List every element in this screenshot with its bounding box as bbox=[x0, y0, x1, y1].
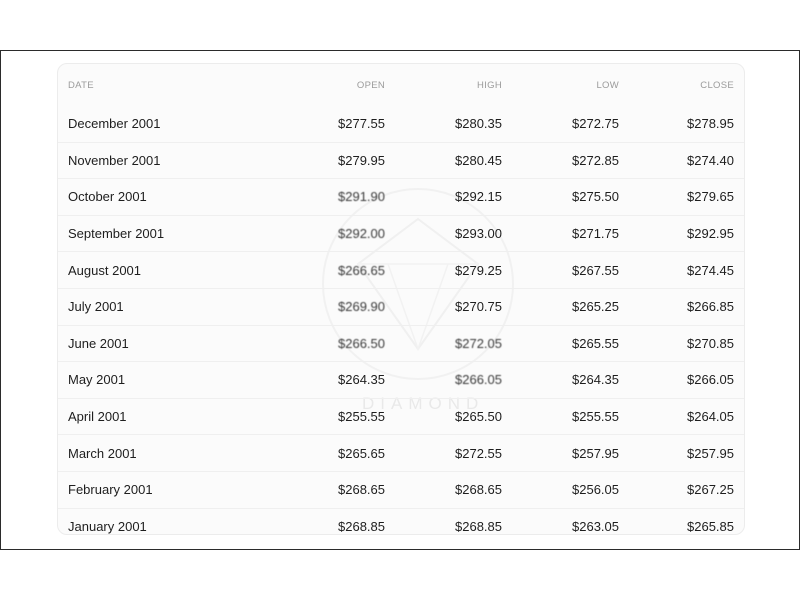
cell-high: $280.35 bbox=[455, 116, 502, 132]
cell-low: $272.85 bbox=[502, 142, 619, 179]
cell-low: $272.75 bbox=[572, 116, 619, 132]
column-header-date: DATE bbox=[68, 79, 94, 91]
cell-low: $256.05 bbox=[502, 471, 619, 508]
cell-close: $274.40 bbox=[619, 142, 744, 179]
cell-date: April 2001 bbox=[58, 398, 268, 435]
table-row bbox=[58, 215, 744, 252]
cell-date: August 2001 bbox=[58, 252, 268, 289]
cell-date: February 2001 bbox=[58, 471, 268, 508]
cell-open: $292.00 bbox=[268, 215, 385, 252]
column-header-high: HIGH bbox=[477, 79, 502, 91]
cell-high: $280.45 bbox=[385, 142, 502, 179]
cell-open: $266.65 bbox=[268, 252, 385, 289]
cell-date: January 2001 bbox=[58, 508, 268, 535]
cell-close: $264.05 bbox=[619, 398, 744, 435]
table-row bbox=[58, 362, 744, 399]
table-row bbox=[58, 179, 744, 216]
cell-open: $269.90 bbox=[268, 288, 385, 325]
screenshot-frame bbox=[0, 50, 800, 550]
table-row bbox=[58, 398, 744, 435]
column-header-low: LOW bbox=[596, 79, 619, 91]
cell-low: $271.75 bbox=[502, 215, 619, 252]
cell-low: $267.55 bbox=[502, 252, 619, 289]
cell-open: $266.50 bbox=[268, 325, 385, 362]
cell-open: $268.65 bbox=[268, 471, 385, 508]
cell-low: $265.55 bbox=[502, 325, 619, 362]
cell-close: $266.05 bbox=[619, 362, 744, 399]
cell-high: $268.65 bbox=[385, 471, 502, 508]
cell-low: $275.50 bbox=[502, 179, 619, 216]
cell-close: $257.95 bbox=[619, 435, 744, 472]
cell-date: October 2001 bbox=[58, 179, 268, 216]
cell-low: $257.95 bbox=[502, 435, 619, 472]
table-row bbox=[58, 471, 744, 508]
cell-date: November 2001 bbox=[58, 142, 268, 179]
cell-high: $265.50 bbox=[385, 398, 502, 435]
cell-open: $279.95 bbox=[268, 142, 385, 179]
table-row bbox=[58, 252, 744, 289]
cell-low: $264.35 bbox=[502, 362, 619, 399]
cell-open: $277.55 bbox=[338, 116, 385, 132]
table-row bbox=[58, 325, 744, 362]
cell-open: $265.65 bbox=[268, 435, 385, 472]
table-row bbox=[58, 435, 744, 472]
cell-close: $278.95 bbox=[687, 116, 734, 132]
cell-date: December 2001 bbox=[68, 116, 161, 132]
cell-high: $292.15 bbox=[385, 179, 502, 216]
cell-high: $266.05 bbox=[385, 362, 502, 399]
cell-high: $272.55 bbox=[385, 435, 502, 472]
cell-date: September 2001 bbox=[58, 215, 268, 252]
price-history-card bbox=[57, 63, 745, 535]
cell-open: $291.90 bbox=[268, 179, 385, 216]
column-header-close: CLOSE bbox=[700, 79, 734, 91]
cell-date: July 2001 bbox=[58, 288, 268, 325]
cell-open: $268.85 bbox=[268, 508, 385, 535]
cell-high: $279.25 bbox=[385, 252, 502, 289]
table-row bbox=[58, 288, 744, 325]
cell-close: $270.85 bbox=[619, 325, 744, 362]
cell-close: $265.85 bbox=[619, 508, 744, 535]
price-history-table bbox=[58, 64, 744, 535]
watermark-text: DIAMOND bbox=[362, 394, 485, 413]
cell-date: June 2001 bbox=[58, 325, 268, 362]
table-row bbox=[58, 106, 744, 142]
cell-low: $255.55 bbox=[502, 398, 619, 435]
cell-close: $292.95 bbox=[619, 215, 744, 252]
cell-high: $272.05 bbox=[385, 325, 502, 362]
cell-close: $274.45 bbox=[619, 252, 744, 289]
table-header-row bbox=[58, 64, 744, 106]
cell-high: $293.00 bbox=[385, 215, 502, 252]
cell-close: $267.25 bbox=[619, 471, 744, 508]
cell-high: $270.75 bbox=[385, 288, 502, 325]
table-row bbox=[58, 508, 744, 535]
cell-close: $266.85 bbox=[619, 288, 744, 325]
table-row bbox=[58, 142, 744, 179]
cell-low: $265.25 bbox=[502, 288, 619, 325]
cell-close: $279.65 bbox=[619, 179, 744, 216]
cell-open: $264.35 bbox=[268, 362, 385, 399]
cell-high: $268.85 bbox=[385, 508, 502, 535]
cell-date: May 2001 bbox=[58, 362, 268, 399]
cell-low: $263.05 bbox=[502, 508, 619, 535]
cell-open: $255.55 bbox=[268, 398, 385, 435]
cell-date: March 2001 bbox=[58, 435, 268, 472]
column-header-open: OPEN bbox=[356, 79, 385, 91]
